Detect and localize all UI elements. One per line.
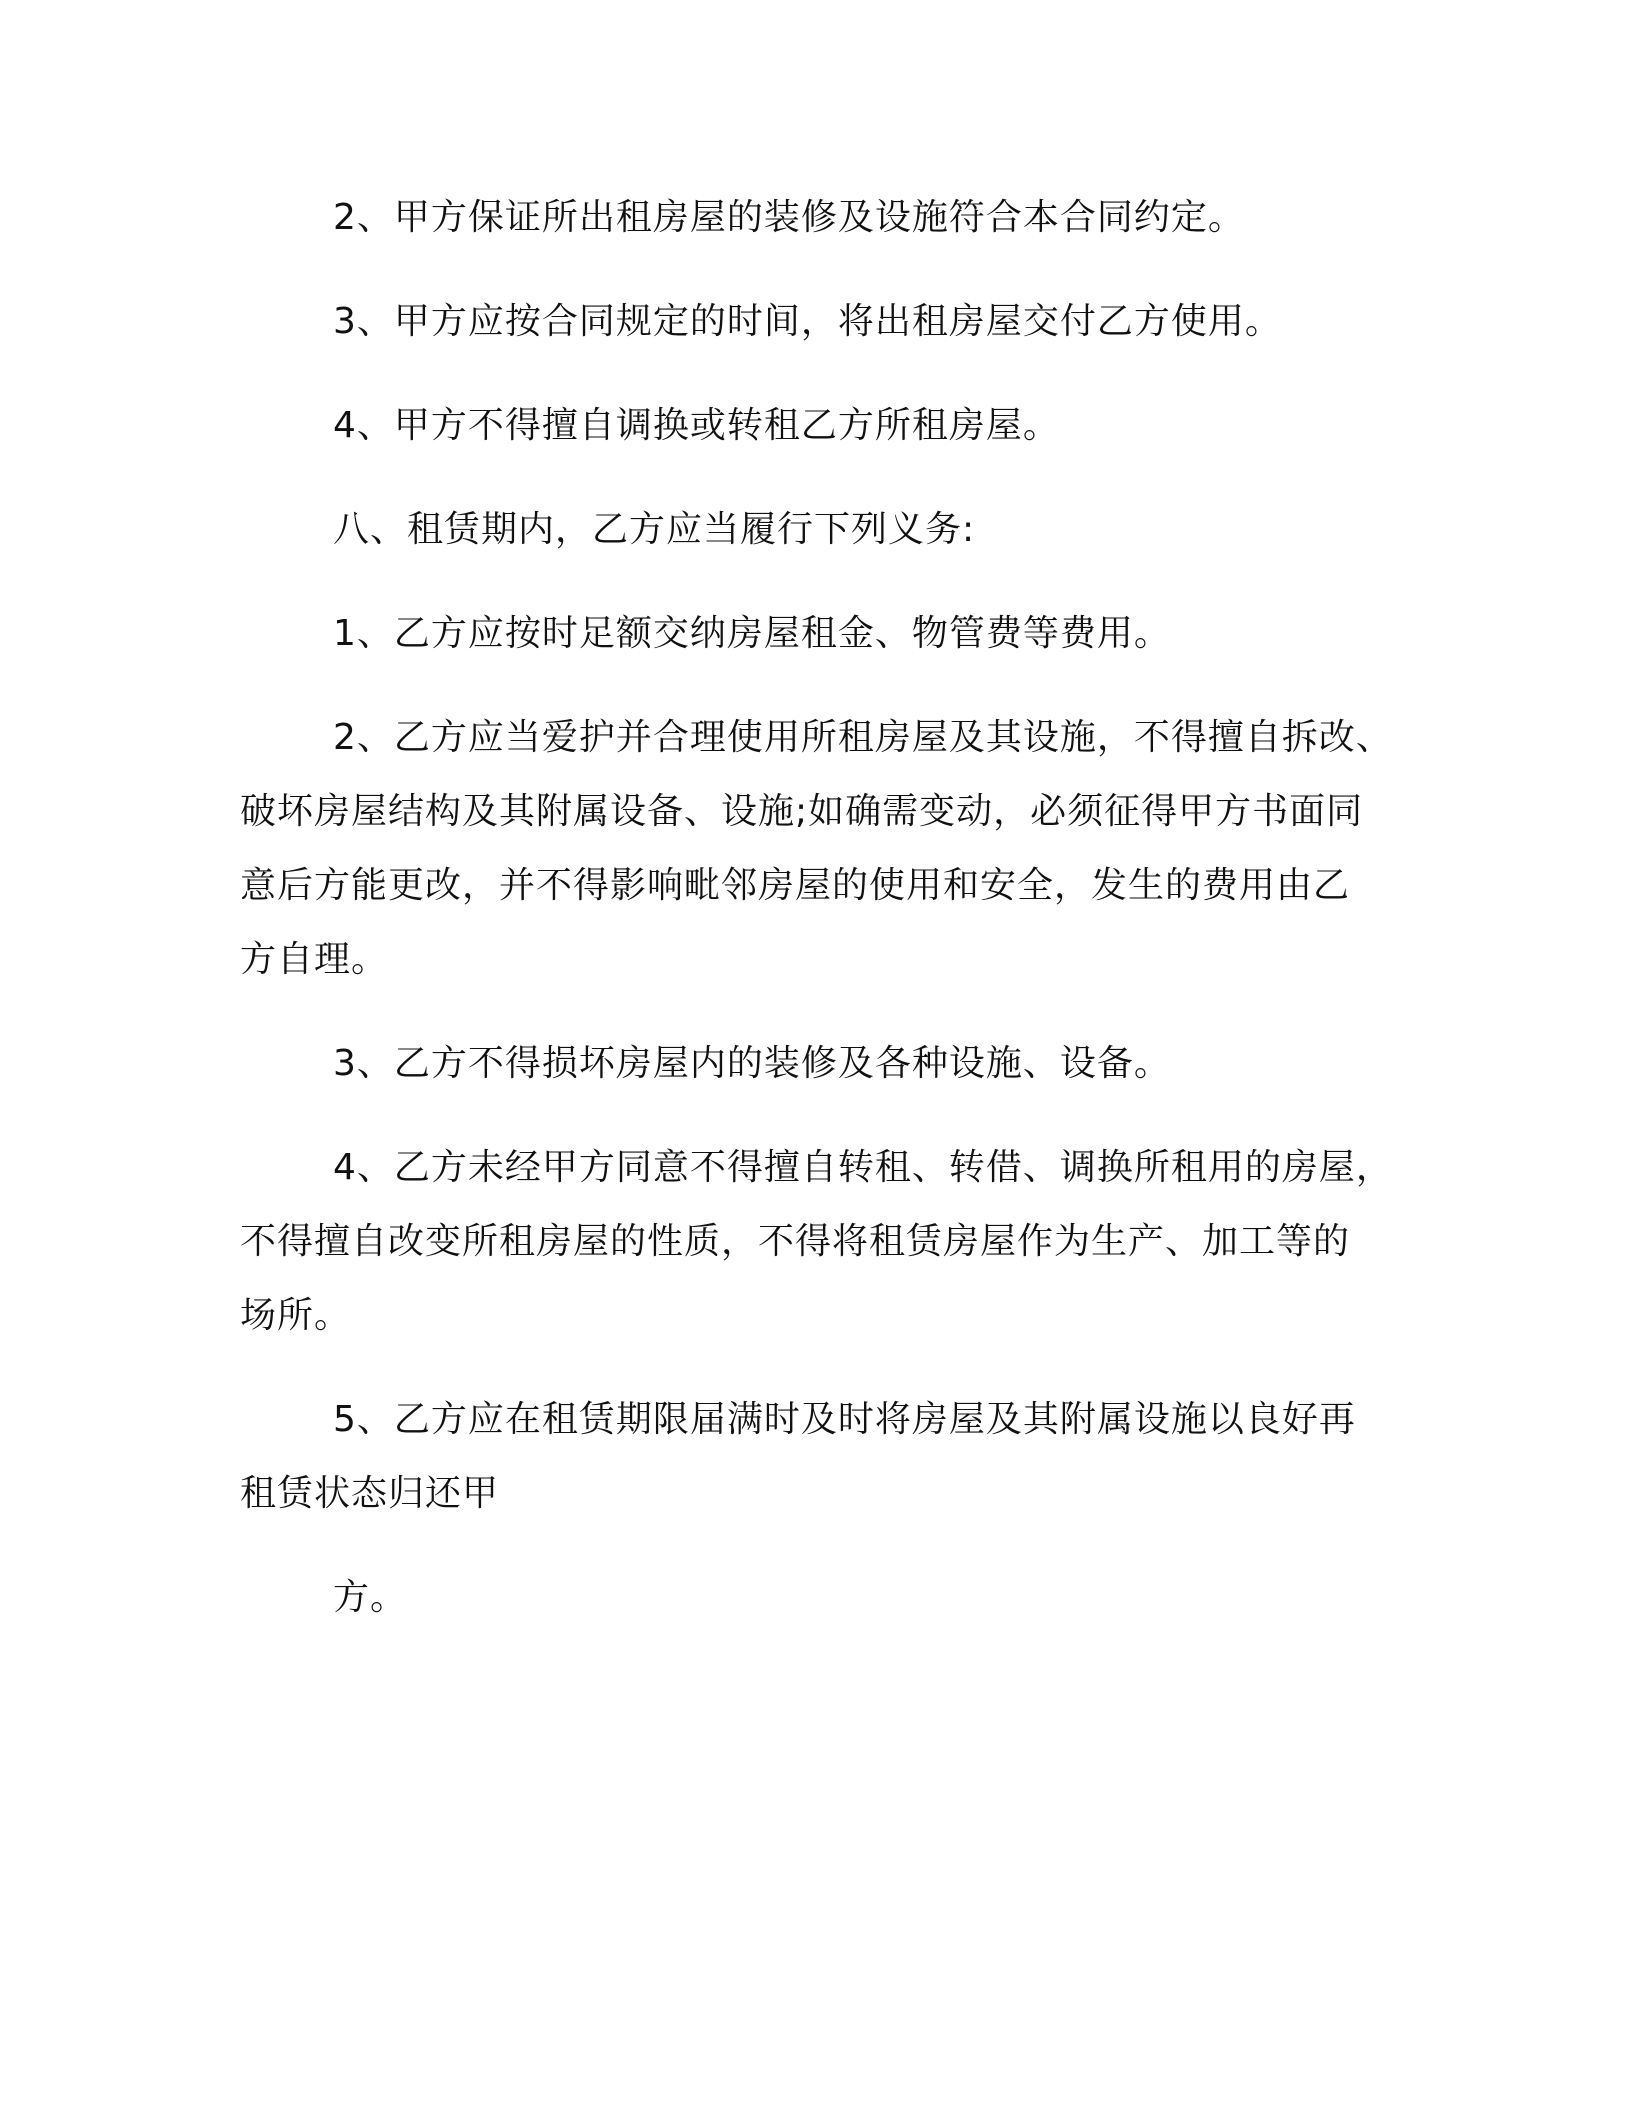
clause-2-landlord: 2、甲方保证所出租房屋的装修及设施符合本合同约定。 — [333, 197, 1245, 238]
clause-5-tenant-end: 方。 — [333, 1577, 408, 1618]
clause-3-landlord: 3、甲方应按合同规定的时间，将出租房屋交付乙方使用。 — [333, 301, 1282, 342]
clause-4-tenant-line-1: 4、乙方未经甲方同意不得擅自转租、转借、调换所租用的房屋， — [333, 1147, 1393, 1188]
clause-4-tenant-line-3: 场所。 — [240, 1295, 352, 1336]
clause-2-tenant-line-2: 破坏房屋结构及其附属设备、设施;如确需变动，必须征得甲方书面同 — [240, 791, 1364, 832]
section-8-heading: 八、租赁期内，乙方应当履行下列义务: — [333, 509, 976, 550]
clause-2-tenant-line-1: 2、乙方应当爱护并合理使用所租房屋及其设施，不得擅自拆改、 — [333, 717, 1393, 758]
clause-5-tenant-line-1: 5、乙方应在租赁期限届满时及时将房屋及其附属设施以良好再 — [333, 1399, 1356, 1440]
clause-2-tenant-line-3: 意后方能更改，并不得影响毗邻房屋的使用和安全，发生的费用由乙 — [240, 865, 1351, 906]
clause-3-tenant: 3、乙方不得损坏房屋内的装修及各种设施、设备。 — [333, 1043, 1171, 1084]
clause-1-tenant: 1、乙方应按时足额交纳房屋租金、物管费等费用。 — [333, 613, 1171, 654]
clause-4-tenant-line-2: 不得擅自改变所租房屋的性质，不得将租赁房屋作为生产、加工等的 — [240, 1221, 1351, 1262]
clause-4-landlord: 4、甲方不得擅自调换或转租乙方所租房屋。 — [333, 405, 1060, 446]
clause-5-tenant-line-2: 租赁状态归还甲 — [240, 1473, 500, 1514]
clause-2-tenant-line-4: 方自理。 — [240, 939, 389, 980]
